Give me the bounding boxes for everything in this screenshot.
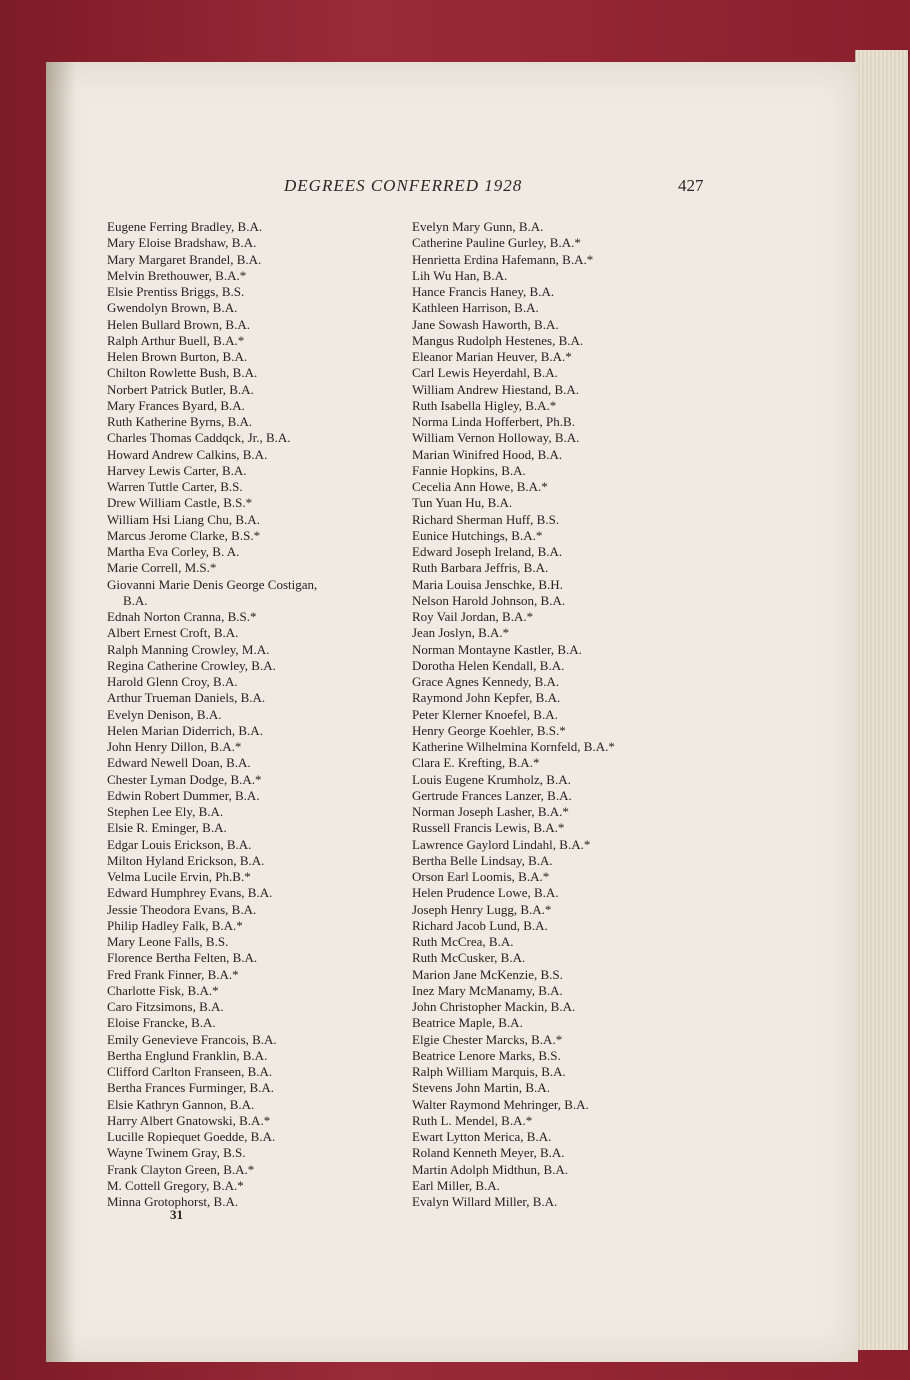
graduate-entry: Elgie Chester Marcks, B.A.* — [412, 1031, 563, 1047]
graduate-entry: Helen Marian Diderrich, B.A. — [107, 722, 263, 738]
graduate-entry: Edwin Robert Dummer, B.A. — [107, 787, 260, 803]
graduate-entry: Harvey Lewis Carter, B.A. — [107, 462, 247, 478]
graduate-entry: Evalyn Willard Miller, B.A. — [412, 1194, 558, 1209]
graduate-entry: Marcus Jerome Clarke, B.S.* — [107, 527, 261, 543]
graduate-entry: Dorotha Helen Kendall, B.A. — [412, 657, 565, 673]
graduate-entry: Arthur Trueman Daniels, B.A. — [107, 690, 266, 706]
graduate-entry: Ralph William Marquis, B.A. — [412, 1064, 566, 1079]
graduate-entry: Bertha Englund Franklin, B.A. — [107, 1047, 268, 1063]
graduate-entry: Katherine Wilhelmina Kornfeld, B.A.* — [412, 739, 615, 754]
graduate-entry: Elsie Prentiss Briggs, B.S. — [107, 284, 245, 299]
graduate-entry: Raymond John Kepfer, B.A. — [412, 690, 561, 706]
graduate-entry: Regina Catherine Crowley, B.A. — [107, 657, 276, 673]
graduate-entry: Martha Eva Corley, B. A. — [107, 544, 240, 559]
graduate-entry: Henrietta Erdina Hafemann, B.A.* — [412, 251, 594, 267]
graduate-entry: William Hsi Liang Chu, B.A. — [107, 511, 260, 527]
graduate-entry: Walter Raymond Mehringer, B.A. — [412, 1096, 589, 1112]
graduate-entry: Mary Eloise Bradshaw, B.A. — [107, 235, 257, 251]
graduate-entry: Charles Thomas Caddqck, Jr., B.A. — [107, 430, 291, 446]
graduate-entry: Minna Grotophorst, B.A. — [107, 1194, 239, 1209]
graduate-entry: Philip Hadley Falk, B.A.* — [107, 917, 243, 933]
graduate-entry: Ralph Arthur Buell, B.A.* — [107, 332, 245, 348]
graduate-entry: Martin Adolph Midthun, B.A. — [412, 1161, 569, 1177]
graduate-entry: Grace Agnes Kennedy, B.A. — [412, 674, 560, 689]
graduate-entry: Beatrice Lenore Marks, B.S. — [412, 1047, 561, 1063]
graduate-entry: Cecelia Ann Howe, B.A.* — [412, 479, 548, 494]
graduate-entry: Ruth McCusker, B.A. — [412, 950, 526, 966]
right-column — [412, 219, 712, 1210]
graduate-entry: Maria Louisa Jenschke, B.H. — [412, 576, 563, 592]
book-page — [46, 62, 858, 1362]
running-title: DEGREES CONFERRED 1928 — [284, 176, 523, 195]
graduate-entry: Chester Lyman Dodge, B.A.* — [107, 771, 262, 787]
graduate-entry: Drew William Castle, B.S.* — [107, 495, 253, 511]
graduate-entry: Norbert Patrick Butler, B.A. — [107, 381, 254, 397]
graduate-entry: Henry George Koehler, B.S.* — [412, 722, 566, 738]
graduate-entry: Clara E. Krefting, B.A.* — [412, 755, 540, 771]
graduate-entry: M. Cottell Gregory, B.A.* — [107, 1177, 244, 1193]
graduate-entry: Bertha Belle Lindsay, B.A. — [412, 852, 553, 868]
graduate-entry: Norman Montayne Kastler, B.A. — [412, 641, 582, 657]
graduate-entry: Warren Tuttle Carter, B.S. — [107, 479, 243, 494]
graduate-entry: Earl Miller, B.A. — [412, 1177, 500, 1193]
graduate-entry: Mary Leone Falls, B.S. — [107, 934, 229, 949]
graduate-entry: Frank Clayton Green, B.A.* — [107, 1161, 255, 1177]
graduate-entry: Jessie Theodora Evans, B.A. — [107, 901, 257, 917]
graduate-entry: Harold Glenn Croy, B.A. — [107, 674, 238, 689]
graduate-entry: Fred Frank Finner, B.A.* — [107, 966, 239, 982]
graduate-entry: Fannie Hopkins, B.A. — [412, 462, 526, 478]
page-header — [46, 174, 858, 204]
graduate-entry: Helen Bullard Brown, B.A. — [107, 316, 250, 332]
graduate-entry: Ruth Isabella Higley, B.A.* — [412, 397, 557, 413]
graduate-entry: Helen Prudence Lowe, B.A. — [412, 885, 559, 901]
graduate-entry: Howard Andrew Calkins, B.A. — [107, 446, 268, 462]
graduate-entry: Evelyn Mary Gunn, B.A. — [412, 219, 544, 234]
graduate-entry: Kathleen Harrison, B.A. — [412, 300, 539, 316]
graduate-entry: Tun Yuan Hu, B.A. — [412, 495, 513, 511]
graduate-entry: Emily Genevieve Francois, B.A. — [107, 1031, 277, 1047]
graduate-entry: Ruth Barbara Jeffris, B.A. — [412, 560, 549, 576]
page-edges — [855, 50, 908, 1350]
graduate-entry: Ralph Manning Crowley, M.A. — [107, 641, 270, 657]
graduate-entry: Albert Ernest Croft, B.A. — [107, 625, 239, 641]
graduate-entry: Lih Wu Han, B.A. — [412, 267, 508, 283]
graduate-entry: Beatrice Maple, B.A. — [412, 1015, 523, 1031]
graduate-entry: Russell Francis Lewis, B.A.* — [412, 820, 565, 836]
binding-shadow — [46, 62, 76, 1362]
graduate-entry: Jane Sowash Haworth, B.A. — [412, 316, 559, 332]
graduate-entry: Ruth McCrea, B.A. — [412, 934, 514, 949]
graduate-entry: Nelson Harold Johnson, B.A. — [412, 592, 566, 608]
graduate-entry: John Christopher Mackin, B.A. — [412, 999, 576, 1014]
graduate-entry: Elsie Kathryn Gannon, B.A. — [107, 1096, 255, 1112]
graduate-entry: William Vernon Holloway, B.A. — [412, 430, 580, 446]
graduate-entry: Jean Joslyn, B.A.* — [412, 625, 510, 641]
graduate-entry: Peter Klerner Knoefel, B.A. — [412, 706, 558, 722]
graduate-entry: Edward Newell Doan, B.A. — [107, 755, 251, 771]
graduate-entry: Gertrude Frances Lanzer, B.A. — [412, 787, 572, 803]
graduate-entry: Giovanni Marie Denis George Costigan, — [107, 576, 318, 592]
graduate-entry: Ednah Norton Cranna, B.S.* — [107, 609, 257, 624]
graduate-entry: Ruth Katherine Byrns, B.A. — [107, 414, 253, 429]
graduate-entry: Marian Winifred Hood, B.A. — [412, 446, 563, 462]
graduate-entry: Edward Humphrey Evans, B.A. — [107, 885, 273, 901]
graduate-entry: Evelyn Denison, B.A. — [107, 706, 222, 722]
graduate-entry: Roland Kenneth Meyer, B.A. — [412, 1145, 565, 1161]
graduate-entry: Marion Jane McKenzie, B.S. — [412, 966, 563, 982]
graduate-entry: Orson Earl Loomis, B.A.* — [412, 869, 550, 884]
graduate-entry: Eunice Hutchings, B.A.* — [412, 527, 543, 543]
graduate-entry: Gwendolyn Brown, B.A. — [107, 300, 238, 316]
graduate-entry: Norma Linda Hofferbert, Ph.B. — [412, 414, 575, 429]
graduate-entry: Catherine Pauline Gurley, B.A.* — [412, 235, 581, 251]
graduate-entry: Mary Margaret Brandel, B.A. — [107, 251, 262, 267]
graduate-entry: Edward Joseph Ireland, B.A. — [412, 544, 563, 559]
graduate-entry: Eloise Francke, B.A. — [107, 1015, 216, 1031]
graduate-entry: Helen Brown Burton, B.A. — [107, 349, 248, 364]
graduate-entry: Mary Frances Byard, B.A. — [107, 397, 245, 413]
graduate-entry: Caro Fitzsimons, B.A. — [107, 999, 224, 1014]
graduate-entry: Harry Albert Gnatowski, B.A.* — [107, 1112, 271, 1128]
graduate-entry: Richard Jacob Lund, B.A. — [412, 917, 548, 933]
graduate-entry: Norman Joseph Lasher, B.A.* — [412, 804, 569, 819]
graduate-entry: Clifford Carlton Franseen, B.A. — [107, 1064, 273, 1079]
graduate-entry: Joseph Henry Lugg, B.A.* — [412, 901, 552, 917]
graduate-entry: Elsie R. Eminger, B.A. — [107, 820, 227, 836]
graduate-entry: Bertha Frances Furminger, B.A. — [107, 1080, 275, 1096]
graduate-entry: Louis Eugene Krumholz, B.A. — [412, 771, 571, 787]
graduate-entry: Roy Vail Jordan, B.A.* — [412, 609, 534, 624]
graduate-entry: Carl Lewis Heyerdahl, B.A. — [412, 365, 558, 381]
left-column — [107, 219, 407, 1210]
graduate-entry: William Andrew Hiestand, B.A. — [412, 381, 580, 397]
graduate-entry: Melvin Brethouwer, B.A.* — [107, 267, 247, 283]
graduate-entry: Stephen Lee Ely, B.A. — [107, 804, 224, 819]
graduate-entry: Lucille Ropiequet Goedde, B.A. — [107, 1129, 276, 1144]
graduate-entry: Florence Bertha Felten, B.A. — [107, 950, 258, 966]
graduate-entry: Eugene Ferring Bradley, B.A. — [107, 219, 263, 234]
graduate-entry: Milton Hyland Erickson, B.A. — [107, 852, 265, 868]
graduate-entry: Ruth L. Mendel, B.A.* — [412, 1112, 533, 1128]
graduate-entry: Edgar Louis Erickson, B.A. — [107, 836, 252, 852]
graduate-entry: Velma Lucile Ervin, Ph.B.* — [107, 869, 251, 884]
page-number: 427 — [678, 176, 704, 195]
graduate-entry: Wayne Twinem Gray, B.S. — [107, 1145, 246, 1161]
graduate-entry: Ewart Lytton Merica, B.A. — [412, 1129, 552, 1144]
graduate-entry: Marie Correll, M.S.* — [107, 560, 217, 576]
graduate-entry: Eleanor Marian Heuver, B.A.* — [412, 349, 572, 364]
graduate-entry: Richard Sherman Huff, B.S. — [412, 511, 560, 527]
graduate-entry: Chilton Rowlette Bush, B.A. — [107, 365, 258, 381]
graduate-entry: Stevens John Martin, B.A. — [412, 1080, 550, 1096]
signature-mark: 31 — [170, 1207, 183, 1222]
graduate-entry: Mangus Rudolph Hestenes, B.A. — [412, 332, 584, 348]
graduate-entry: B.A. — [123, 592, 148, 608]
graduate-entry: Hance Francis Haney, B.A. — [412, 284, 555, 299]
graduate-entry: John Henry Dillon, B.A.* — [107, 739, 242, 754]
graduate-entry: Charlotte Fisk, B.A.* — [107, 982, 219, 998]
graduate-entry: Lawrence Gaylord Lindahl, B.A.* — [412, 836, 591, 852]
graduate-entry: Inez Mary McManamy, B.A. — [412, 982, 563, 998]
